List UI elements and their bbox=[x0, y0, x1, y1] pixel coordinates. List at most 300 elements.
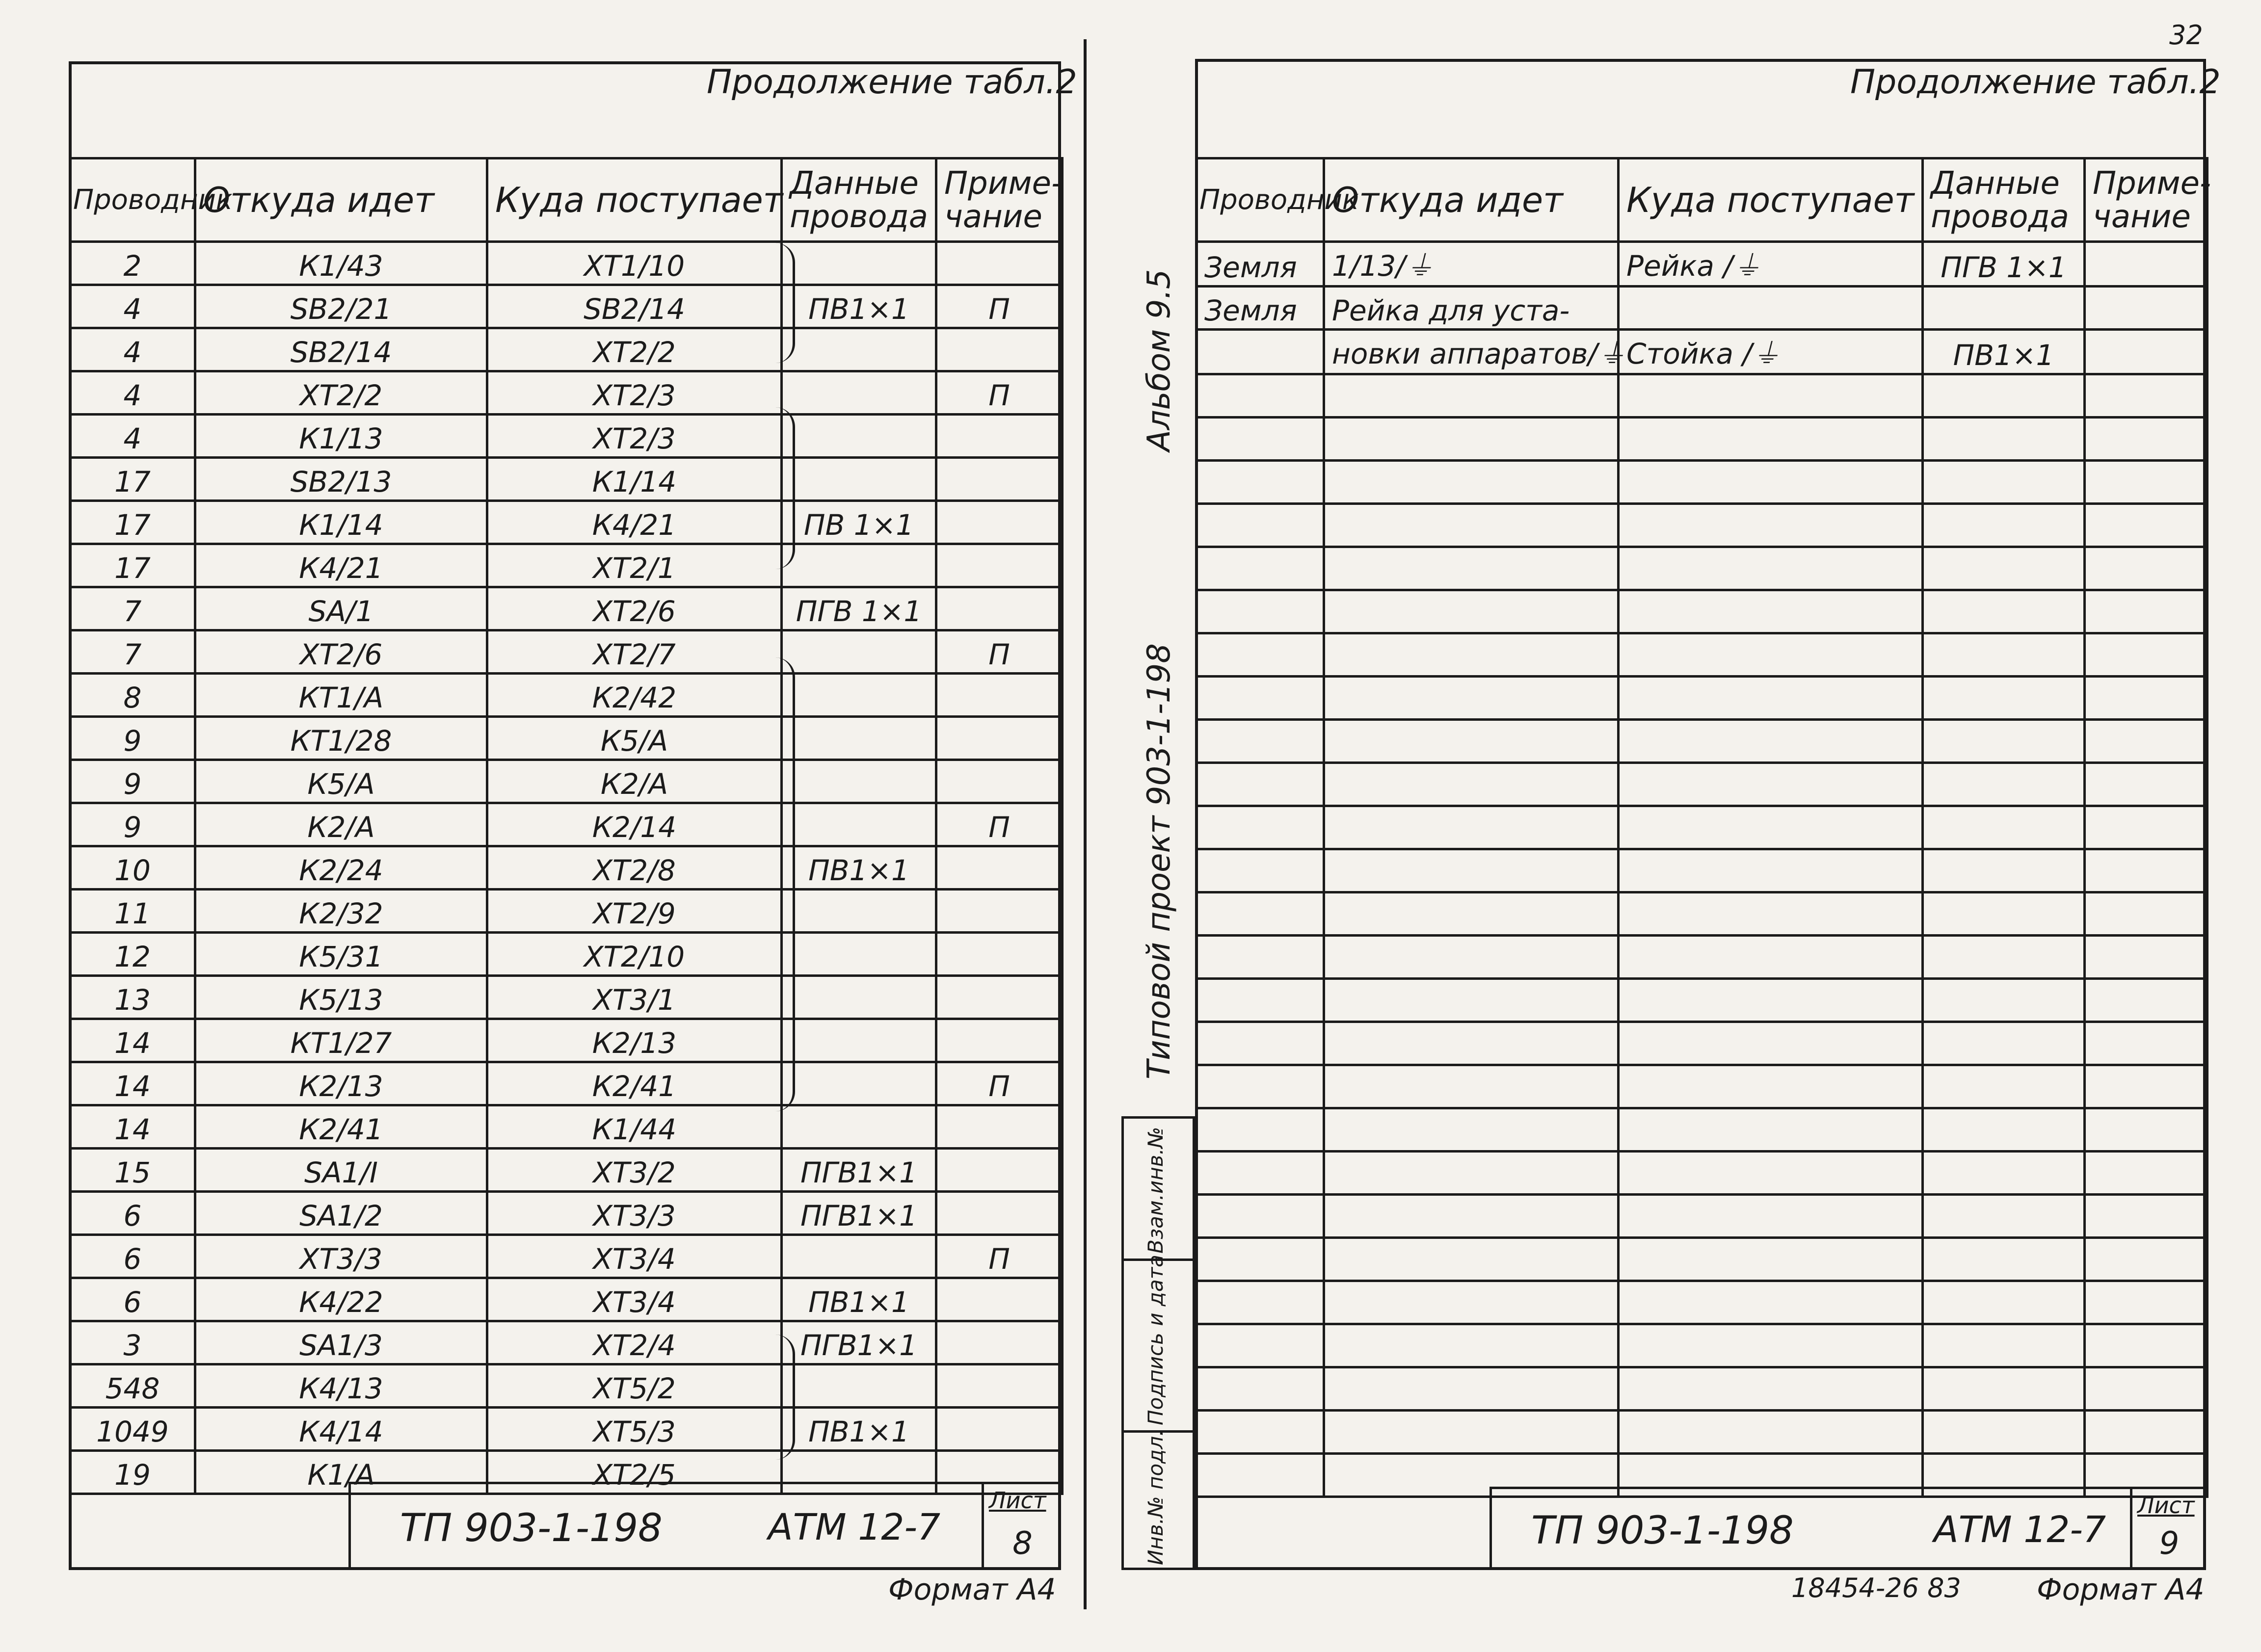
table-row-empty bbox=[1197, 1195, 2208, 1238]
col-header-to: Куда поступает bbox=[487, 158, 782, 242]
cell-from: SB2/21 bbox=[195, 285, 487, 328]
cell-note bbox=[936, 587, 1063, 630]
cell-empty bbox=[1923, 979, 2085, 1022]
cell-empty bbox=[1197, 461, 1324, 504]
cell-to: К2/13 bbox=[487, 1019, 782, 1062]
cell-empty bbox=[1619, 1108, 1923, 1152]
cell-empty bbox=[1197, 1065, 1324, 1108]
cell-note bbox=[2085, 242, 2208, 287]
cell-num: 15 bbox=[70, 1149, 195, 1192]
table-row-empty bbox=[1197, 1065, 2208, 1108]
cell-note bbox=[936, 674, 1063, 717]
r-col-header-wire-line2: провода bbox=[1931, 198, 2069, 235]
cell-note bbox=[936, 933, 1063, 976]
cell-num: 9 bbox=[70, 803, 195, 846]
table-row-empty bbox=[1197, 979, 2208, 1022]
right-wiring-table bbox=[1195, 157, 2211, 1498]
cell-note: П bbox=[936, 803, 1063, 846]
cell-num: 6 bbox=[70, 1278, 195, 1321]
cell-empty bbox=[2085, 374, 2208, 418]
cell-empty bbox=[1923, 590, 2085, 633]
cell-empty bbox=[1923, 892, 2085, 936]
cell-empty bbox=[2085, 633, 2208, 677]
cell-empty bbox=[1619, 1022, 1923, 1065]
cell-note bbox=[936, 1019, 1063, 1062]
cell-empty bbox=[2085, 1281, 2208, 1324]
cell-empty bbox=[1619, 892, 1923, 936]
cell-empty bbox=[1619, 1238, 1923, 1281]
cell-to: ХТ1/10 bbox=[487, 242, 782, 285]
cell-empty bbox=[2085, 1238, 2208, 1281]
cell-num: 17 bbox=[70, 544, 195, 587]
left-project-code: ТП 903-1-198 bbox=[400, 1506, 663, 1550]
left-sheet-number: 8 bbox=[1012, 1525, 1033, 1562]
cell-empty bbox=[1923, 1195, 2085, 1238]
cell-wire bbox=[782, 544, 936, 587]
cell-to: ХТ2/4 bbox=[487, 1321, 782, 1364]
cell-note bbox=[936, 890, 1063, 933]
cell-empty bbox=[1197, 936, 1324, 979]
cell-wire bbox=[782, 458, 936, 501]
cell-note bbox=[936, 717, 1063, 760]
cell-empty bbox=[1923, 633, 2085, 677]
cell-empty bbox=[1923, 1367, 2085, 1411]
cell-wire bbox=[782, 890, 936, 933]
cell-empty bbox=[2085, 763, 2208, 806]
table-row bbox=[70, 674, 1063, 717]
cell-empty bbox=[1197, 374, 1324, 418]
r-col-header-wire-line1: Данные bbox=[1931, 165, 2060, 202]
r-col-header-from: Откуда идет bbox=[1324, 158, 1619, 242]
cell-empty bbox=[1923, 1281, 2085, 1324]
cell-empty bbox=[2085, 547, 2208, 590]
cell-empty bbox=[1324, 461, 1619, 504]
table-row bbox=[70, 717, 1063, 760]
cell-empty bbox=[1619, 461, 1923, 504]
cell-from: КТ1/28 bbox=[195, 717, 487, 760]
cell-empty bbox=[1324, 504, 1619, 547]
margin-label-inventory: Инв.№ подл. bbox=[1144, 1429, 1168, 1565]
cell-wire bbox=[782, 760, 936, 803]
table-row-empty bbox=[1197, 1281, 2208, 1324]
cell-empty bbox=[1324, 763, 1619, 806]
cell-from: SA1/2 bbox=[195, 1192, 487, 1235]
table-row-empty bbox=[1197, 374, 2208, 418]
cell-empty bbox=[1197, 418, 1324, 461]
cell-num: 1049 bbox=[70, 1408, 195, 1451]
col-header-note-line1: Приме- bbox=[944, 165, 1063, 202]
cell-to: ХТ2/7 bbox=[487, 630, 782, 674]
bracket-group-2 bbox=[775, 407, 795, 569]
cell-empty bbox=[1923, 849, 2085, 892]
cell-empty bbox=[1197, 1324, 1324, 1367]
table-row-empty bbox=[1197, 1411, 2208, 1454]
cell-empty bbox=[2085, 418, 2208, 461]
cell-empty bbox=[1619, 763, 1923, 806]
cell-to: ХТ3/4 bbox=[487, 1235, 782, 1278]
cell-note bbox=[936, 846, 1063, 890]
table-row bbox=[70, 415, 1063, 458]
cell-empty bbox=[1324, 374, 1619, 418]
cell-empty bbox=[1619, 936, 1923, 979]
right-project-code: ТП 903-1-198 bbox=[1531, 1509, 1794, 1553]
project-side-text: Типовой проект 903-1-198 bbox=[1141, 643, 1177, 1079]
cell-empty bbox=[1923, 763, 2085, 806]
cell-empty bbox=[2085, 1367, 2208, 1411]
table-row-empty bbox=[1197, 633, 2208, 677]
table-row bbox=[1197, 330, 2208, 374]
cell-wire bbox=[782, 803, 936, 846]
cell-from: К5/31 bbox=[195, 933, 487, 976]
cell-num: 4 bbox=[70, 415, 195, 458]
cell-empty bbox=[1197, 1367, 1324, 1411]
cell-to: ХТ2/9 bbox=[487, 890, 782, 933]
cell-note bbox=[936, 760, 1063, 803]
cell-empty bbox=[2085, 806, 2208, 849]
cell-to: К5/А bbox=[487, 717, 782, 760]
right-continuation-label: Продолжение табл.2 bbox=[1850, 63, 2221, 102]
table-row bbox=[70, 1235, 1063, 1278]
cell-empty bbox=[2085, 936, 2208, 979]
table-row bbox=[70, 933, 1063, 976]
table-row-empty bbox=[1197, 418, 2208, 461]
margin-cell-signature bbox=[1124, 1255, 1193, 1433]
col-header-wire-line2: провода bbox=[790, 198, 928, 235]
table-row-empty bbox=[1197, 677, 2208, 720]
cell-num: 7 bbox=[70, 630, 195, 674]
cell-to: К4/21 bbox=[487, 501, 782, 544]
cell-empty bbox=[2085, 1195, 2208, 1238]
cell-from: К5/13 bbox=[195, 976, 487, 1019]
table-row bbox=[70, 803, 1063, 846]
table-row bbox=[70, 371, 1063, 415]
margin-cell-replaces bbox=[1124, 1119, 1193, 1261]
table-row bbox=[70, 328, 1063, 371]
cell-empty bbox=[1619, 1281, 1923, 1324]
cell-from: ХТ2/2 bbox=[195, 371, 487, 415]
cell-empty bbox=[2085, 1324, 2208, 1367]
cell-wire bbox=[782, 717, 936, 760]
cell-num: 6 bbox=[70, 1192, 195, 1235]
table-row-empty bbox=[1197, 1108, 2208, 1152]
right-corner-number: 32 bbox=[2169, 20, 2203, 51]
cell-empty bbox=[1197, 1281, 1324, 1324]
cell-wire bbox=[782, 1062, 936, 1105]
bracket-group-3 bbox=[775, 657, 795, 1111]
cell-to: ХТ2/3 bbox=[487, 371, 782, 415]
cell-note bbox=[936, 1192, 1063, 1235]
cell-wire: ПВ 1×1 bbox=[782, 501, 936, 544]
table-row bbox=[70, 458, 1063, 501]
cell-from: SA/1 bbox=[195, 587, 487, 630]
cell-note bbox=[936, 242, 1063, 285]
cell-empty bbox=[1324, 1152, 1619, 1195]
cell-num: 13 bbox=[70, 976, 195, 1019]
cell-num: 14 bbox=[70, 1062, 195, 1105]
cell-empty bbox=[2085, 461, 2208, 504]
cell-empty bbox=[2085, 1065, 2208, 1108]
album-side-text: Альбом 9.5 bbox=[1141, 269, 1177, 451]
r-col-header-to: Куда поступает bbox=[1619, 158, 1923, 242]
cell-empty bbox=[1923, 1411, 2085, 1454]
cell-from: К4/13 bbox=[195, 1364, 487, 1408]
cell-wire: ПГВ1×1 bbox=[782, 1149, 936, 1192]
cell-num: Земля bbox=[1197, 287, 1324, 330]
cell-note: П bbox=[936, 630, 1063, 674]
col-header-note bbox=[936, 158, 1063, 242]
cell-wire: ПВ1×1 bbox=[782, 1278, 936, 1321]
cell-empty bbox=[1197, 633, 1324, 677]
cell-wire bbox=[782, 415, 936, 458]
cell-wire bbox=[782, 674, 936, 717]
cell-from: КТ1/27 bbox=[195, 1019, 487, 1062]
cell-from: ХТ2/6 bbox=[195, 630, 487, 674]
cell-to: ХТ5/2 bbox=[487, 1364, 782, 1408]
cell-num: 548 bbox=[70, 1364, 195, 1408]
cell-note bbox=[936, 1278, 1063, 1321]
cell-num: 14 bbox=[70, 1105, 195, 1149]
cell-empty bbox=[1324, 1065, 1619, 1108]
cell-from: К4/14 bbox=[195, 1408, 487, 1451]
cell-empty bbox=[1923, 1152, 2085, 1195]
cell-num: 9 bbox=[70, 717, 195, 760]
cell-to: К2/14 bbox=[487, 803, 782, 846]
table-row bbox=[70, 1321, 1063, 1364]
cell-to: К1/44 bbox=[487, 1105, 782, 1149]
cell-from: К4/21 bbox=[195, 544, 487, 587]
cell-num: 6 bbox=[70, 1235, 195, 1278]
right-sheet-label: Лист bbox=[2137, 1492, 2195, 1519]
cell-to: ХТ3/1 bbox=[487, 976, 782, 1019]
margin-label-signature: Подпись и дата bbox=[1144, 1255, 1168, 1425]
cell-from: Рейка для уста- bbox=[1324, 287, 1619, 330]
cell-empty bbox=[1324, 892, 1619, 936]
cell-num: 14 bbox=[70, 1019, 195, 1062]
right-table-body bbox=[1197, 242, 2208, 1497]
table-row-empty bbox=[1197, 547, 2208, 590]
cell-wire: ПВ1×1 bbox=[782, 285, 936, 328]
cell-to: ХТ3/3 bbox=[487, 1192, 782, 1235]
cell-wire bbox=[782, 1019, 936, 1062]
table-row-empty bbox=[1197, 720, 2208, 763]
cell-num: Земля bbox=[1197, 242, 1324, 287]
cell-num: 10 bbox=[70, 846, 195, 890]
cell-to: ХТ3/4 bbox=[487, 1278, 782, 1321]
table-row-empty bbox=[1197, 806, 2208, 849]
cell-from: SB2/14 bbox=[195, 328, 487, 371]
right-document-code: АТМ 12-7 bbox=[1934, 1509, 2106, 1551]
cell-note: П bbox=[936, 285, 1063, 328]
table-row bbox=[70, 1062, 1063, 1105]
cell-note: П bbox=[936, 371, 1063, 415]
cell-num: 12 bbox=[70, 933, 195, 976]
cell-from: К2/13 bbox=[195, 1062, 487, 1105]
bracket-group-1 bbox=[775, 243, 795, 363]
cell-num: 7 bbox=[70, 587, 195, 630]
cell-to: ХТ2/3 bbox=[487, 415, 782, 458]
cell-note bbox=[936, 544, 1063, 587]
cell-empty bbox=[2085, 892, 2208, 936]
table-row bbox=[70, 890, 1063, 933]
table-row-empty bbox=[1197, 1324, 2208, 1367]
cell-to: К1/14 bbox=[487, 458, 782, 501]
cell-wire bbox=[782, 1105, 936, 1149]
cell-num: 17 bbox=[70, 458, 195, 501]
r-col-header-note bbox=[2085, 158, 2211, 242]
cell-empty bbox=[1324, 806, 1619, 849]
cell-empty bbox=[2085, 504, 2208, 547]
cell-empty bbox=[1324, 547, 1619, 590]
cell-wire bbox=[782, 1235, 936, 1278]
cell-num: 4 bbox=[70, 285, 195, 328]
cell-empty bbox=[1324, 1195, 1619, 1238]
cell-empty bbox=[1197, 1195, 1324, 1238]
cell-note bbox=[936, 976, 1063, 1019]
cell-empty bbox=[1197, 547, 1324, 590]
cell-from: К1/А bbox=[195, 1451, 487, 1494]
cell-num bbox=[1197, 330, 1324, 374]
cell-to: ХТ2/1 bbox=[487, 544, 782, 587]
cell-empty bbox=[2085, 677, 2208, 720]
cell-wire bbox=[782, 328, 936, 371]
cell-note bbox=[936, 1408, 1063, 1451]
cell-empty bbox=[1923, 1324, 2085, 1367]
left-sheet-number-box bbox=[982, 1484, 1061, 1568]
cell-to: SB2/14 bbox=[487, 285, 782, 328]
cell-empty bbox=[1197, 720, 1324, 763]
cell-empty bbox=[1619, 590, 1923, 633]
cell-empty bbox=[1619, 849, 1923, 892]
left-table-body bbox=[70, 242, 1063, 1494]
col-header-conductor: Проводник bbox=[70, 158, 195, 242]
cell-empty bbox=[1619, 1324, 1923, 1367]
cell-empty bbox=[2085, 979, 2208, 1022]
cell-from: К2/32 bbox=[195, 890, 487, 933]
table-row bbox=[70, 1149, 1063, 1192]
table-row bbox=[70, 1278, 1063, 1321]
cell-empty bbox=[2085, 1411, 2208, 1454]
cell-wire: ПВ1×1 bbox=[782, 846, 936, 890]
cell-wire bbox=[782, 933, 936, 976]
r-col-header-conductor: Проводник bbox=[1197, 158, 1324, 242]
cell-empty bbox=[1923, 504, 2085, 547]
table-row-empty bbox=[1197, 461, 2208, 504]
cell-empty bbox=[1619, 1065, 1923, 1108]
cell-empty bbox=[1619, 677, 1923, 720]
table-row bbox=[70, 1019, 1063, 1062]
cell-to: Стойка /⏚ bbox=[1619, 330, 1923, 374]
table-row-empty bbox=[1197, 849, 2208, 892]
cell-to: К2/42 bbox=[487, 674, 782, 717]
cell-note bbox=[2085, 287, 2208, 330]
table-row bbox=[70, 285, 1063, 328]
cell-empty bbox=[1324, 1324, 1619, 1367]
cell-empty bbox=[1923, 720, 2085, 763]
cell-to: ХТ5/3 bbox=[487, 1408, 782, 1451]
cell-empty bbox=[1619, 1411, 1923, 1454]
cell-from: К2/41 bbox=[195, 1105, 487, 1149]
cell-empty bbox=[1197, 1022, 1324, 1065]
cell-empty bbox=[1923, 677, 2085, 720]
cell-wire: ПГВ1×1 bbox=[782, 1192, 936, 1235]
right-footer-numbers: 18454-26 83 bbox=[1791, 1573, 1961, 1603]
cell-empty bbox=[1923, 1065, 2085, 1108]
r-col-header-note-line2: чание bbox=[2093, 198, 2191, 235]
cell-from: К1/13 bbox=[195, 415, 487, 458]
cell-from: 1/13/⏚ bbox=[1324, 242, 1619, 287]
cell-note bbox=[936, 1149, 1063, 1192]
table-row bbox=[70, 587, 1063, 630]
cell-empty bbox=[1619, 418, 1923, 461]
cell-note bbox=[2085, 330, 2208, 374]
table-row-empty bbox=[1197, 1367, 2208, 1411]
cell-num: 19 bbox=[70, 1451, 195, 1494]
right-sheet-number: 9 bbox=[2159, 1525, 2180, 1562]
cell-note: П bbox=[936, 1062, 1063, 1105]
cell-empty bbox=[1324, 1411, 1619, 1454]
left-document-code: АТМ 12-7 bbox=[768, 1506, 941, 1548]
table-row-empty bbox=[1197, 504, 2208, 547]
cell-empty bbox=[1619, 1152, 1923, 1195]
table-row bbox=[70, 976, 1063, 1019]
cell-empty bbox=[1619, 633, 1923, 677]
cell-from: SB2/13 bbox=[195, 458, 487, 501]
cell-to: К2/41 bbox=[487, 1062, 782, 1105]
cell-num: 11 bbox=[70, 890, 195, 933]
cell-from: новки аппаратов/⏚ bbox=[1324, 330, 1619, 374]
cell-empty bbox=[1324, 1238, 1619, 1281]
table-row bbox=[1197, 242, 2208, 287]
cell-note bbox=[936, 1321, 1063, 1364]
cell-note bbox=[936, 328, 1063, 371]
cell-empty bbox=[1923, 547, 2085, 590]
cell-wire bbox=[782, 242, 936, 285]
cell-from: К2/24 bbox=[195, 846, 487, 890]
center-divider bbox=[1084, 39, 1087, 1609]
cell-note bbox=[936, 501, 1063, 544]
cell-from: К1/14 bbox=[195, 501, 487, 544]
right-title-block bbox=[1490, 1487, 2206, 1570]
col-header-from: Откуда идет bbox=[195, 158, 487, 242]
table-row bbox=[70, 1105, 1063, 1149]
cell-empty bbox=[1197, 1108, 1324, 1152]
table-row-empty bbox=[1197, 892, 2208, 936]
table-row bbox=[70, 1192, 1063, 1235]
cell-empty bbox=[1923, 461, 2085, 504]
cell-from: SA1/3 bbox=[195, 1321, 487, 1364]
left-wiring-table bbox=[69, 157, 1064, 1495]
cell-empty bbox=[1324, 849, 1619, 892]
r-col-header-note-line1: Приме- bbox=[2093, 165, 2211, 202]
margin-signature-column bbox=[1121, 1116, 1195, 1570]
cell-empty bbox=[1324, 633, 1619, 677]
cell-empty bbox=[1197, 979, 1324, 1022]
cell-note bbox=[936, 1364, 1063, 1408]
cell-empty bbox=[1923, 374, 2085, 418]
cell-empty bbox=[1197, 763, 1324, 806]
cell-num: 17 bbox=[70, 501, 195, 544]
cell-to: ХТ3/2 bbox=[487, 1149, 782, 1192]
table-row bbox=[70, 760, 1063, 803]
left-continuation-label: Продолжение табл.2 bbox=[707, 63, 1077, 102]
cell-to: К2/А bbox=[487, 760, 782, 803]
cell-empty bbox=[1197, 1152, 1324, 1195]
cell-empty bbox=[1324, 1281, 1619, 1324]
col-header-note-line2: чание bbox=[944, 198, 1042, 235]
cell-num: 4 bbox=[70, 328, 195, 371]
cell-to: ХТ2/5 bbox=[487, 1451, 782, 1494]
cell-to: Рейка /⏚ bbox=[1619, 242, 1923, 287]
